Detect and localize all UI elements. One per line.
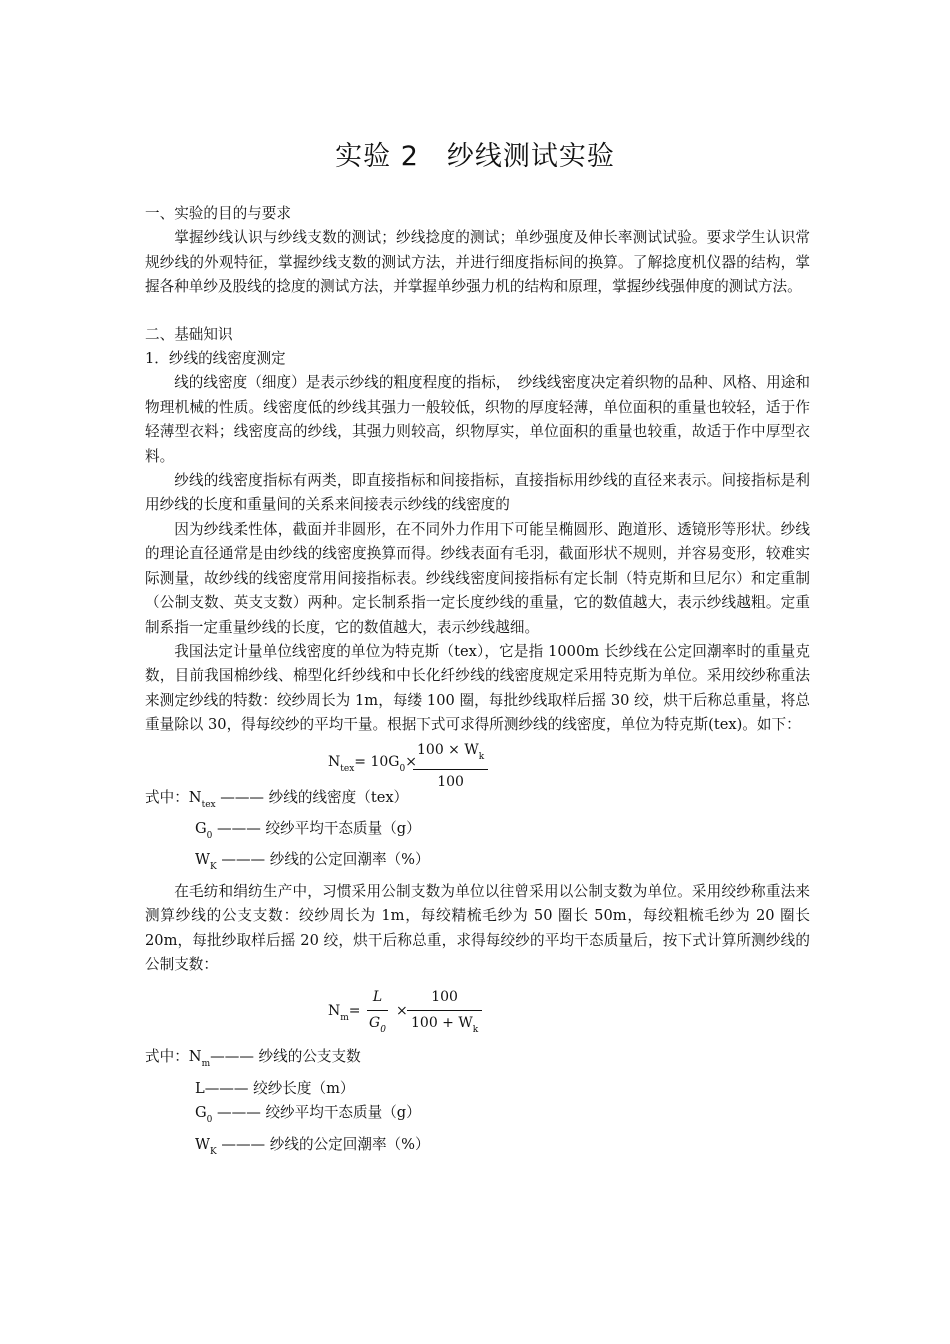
paragraph-linear-density-intro: 线的线密度（细度）是表示纱线的粗度程度的指标， 纱线线密度决定着织物的品种、风格、用途和物理机械的性质。线密度低的纱线其强力一般较低，织物的厚度轻薄，单位面积的重量也较轻，适于作轻薄型衣料；线密度高的纱线，其强力则较高，织物厚实，单位面积的重量也较重，故适于作中厚型衣料。 (145, 374, 810, 465)
paragraph-tex-definition: 我国法定计量单位线密度的单位为特克斯（tex），它是指 1000m 长纱线在公定回潮率时的重量克数，目前我国棉纱线、棉型化纤纱线和中长化纤纱线的线密度规定采用特克斯为单位。采用绞纱称重法来测定纱线的特数：绞纱周长为 1m，每缕 100 圈，每批纱线取样后摇 30 绞，烘干后称总重量，将总重量除以 30，得每绞纱的平均干量。根据下式可求得所测纱线的线密度，单位为特克斯(tex)。如下： (145, 642, 810, 734)
paragraph-indicators: 纱线的线密度指标有两类，即直接指标和间接指标，直接指标用纱线的直径来表示。间接指标是利用纱线的长度和重量间的关系来间接表示纱线的线密度的 (145, 472, 810, 514)
definition-row: $G_0$ ——— 绞纱平均干态质量（g） (195, 819, 421, 841)
document-body (145, 202, 810, 1164)
objectives-paragraph: 掌握纱线认识与纱线支数的测试；纱线捻度的测试；单纱强度及伸长率测试试验。要求学生认识常规纱线的外观特征，掌握纱线支数的测试方法，并进行细度指标间的换算。了解捻度机仪器的结构，掌握各种单纱及股线的捻度的测试方法，并掌握单纱强力机的结构和原理，掌握纱线强伸度的测试方法。 (145, 229, 810, 296)
formula-tex-lhs: $N_{tex}= 10G_0\times$ (328, 753, 417, 774)
page-title: 实验 2 纱线测试实验 (335, 141, 615, 172)
formula-tex-definitions (145, 786, 810, 880)
definition-row: L——— 绞纱长度（m） (195, 1079, 355, 1097)
spacer (145, 300, 810, 323)
definition-row: $W_K$ ——— 纱线的公定回潮率（%） (195, 1135, 430, 1157)
formula-metric-definitions (145, 1045, 810, 1164)
formula-metric-lhs: $N_m=$ (328, 1003, 361, 1024)
definition-row: $G_0$ ——— 绞纱平均干态质量（g） (195, 1104, 421, 1126)
formula-metric-count (145, 983, 810, 1045)
subsection-heading-linear-density: 1．纱线的线密度测定 (145, 350, 286, 368)
formula-tex-fraction: $\frac{100 \times W_k}{100}$ (413, 738, 488, 795)
section-heading-objectives: 一、实验的目的与要求 (145, 205, 291, 222)
definition-row: 式中：$N_m———$ 纱线的公支支数 (145, 1048, 361, 1070)
paragraph-metric-count: 在毛纺和绢纺生产中，习惯采用公制支数为单位以往曾采用以公制支数为单位。采用绞纱称重法来测算纱线的公支支数：绞纱周长为 1m，每绞精梳毛纱为 50 圈长 50m，每绞粗梳毛纱为 20 圈长 20m，每批纱取样后摇 20 绞，烘干后称总重，求得每绞纱的平均干态质量后，按下式计算所测纱线的公制支数： (145, 882, 810, 973)
formula-tex (145, 738, 810, 790)
section-heading-basics: 二、基础知识 (145, 325, 233, 343)
formula-metric-times: × (396, 1003, 408, 1020)
formula-metric-fraction-1: $\frac{L}{G_0}$ (367, 985, 388, 1042)
formula-metric-fraction-2: $\frac{100}{100 + W_k}$ (407, 985, 482, 1042)
paragraph-cross-section: 因为纱线柔性体，截面并非圆形，在不同外力作用下可能呈椭圆形、跑道形、透镜形等形状。纱线的理论直径通常是由纱线的线密度换算而得。纱线表面有毛羽，截面形状不规则，并容易变形，较难实际测量，故纱线的线密度常用间接指标表。纱线线密度间接指标有定长制（特克斯和旦尼尔）和定重制（公制支数、英支支数）两种。定长制系指一定长度纱线的重量，它的数值越大，表示纱线越粗。定重制系指一定重量纱线的长度，它的数值越大，表示纱线越细。 (145, 520, 810, 636)
definition-row: 式中：$N_{tex}$ ——— 纱线的线密度（tex） (145, 788, 409, 810)
definition-row: $W_K$ ——— 纱线的公定回潮率（%） (195, 851, 430, 873)
